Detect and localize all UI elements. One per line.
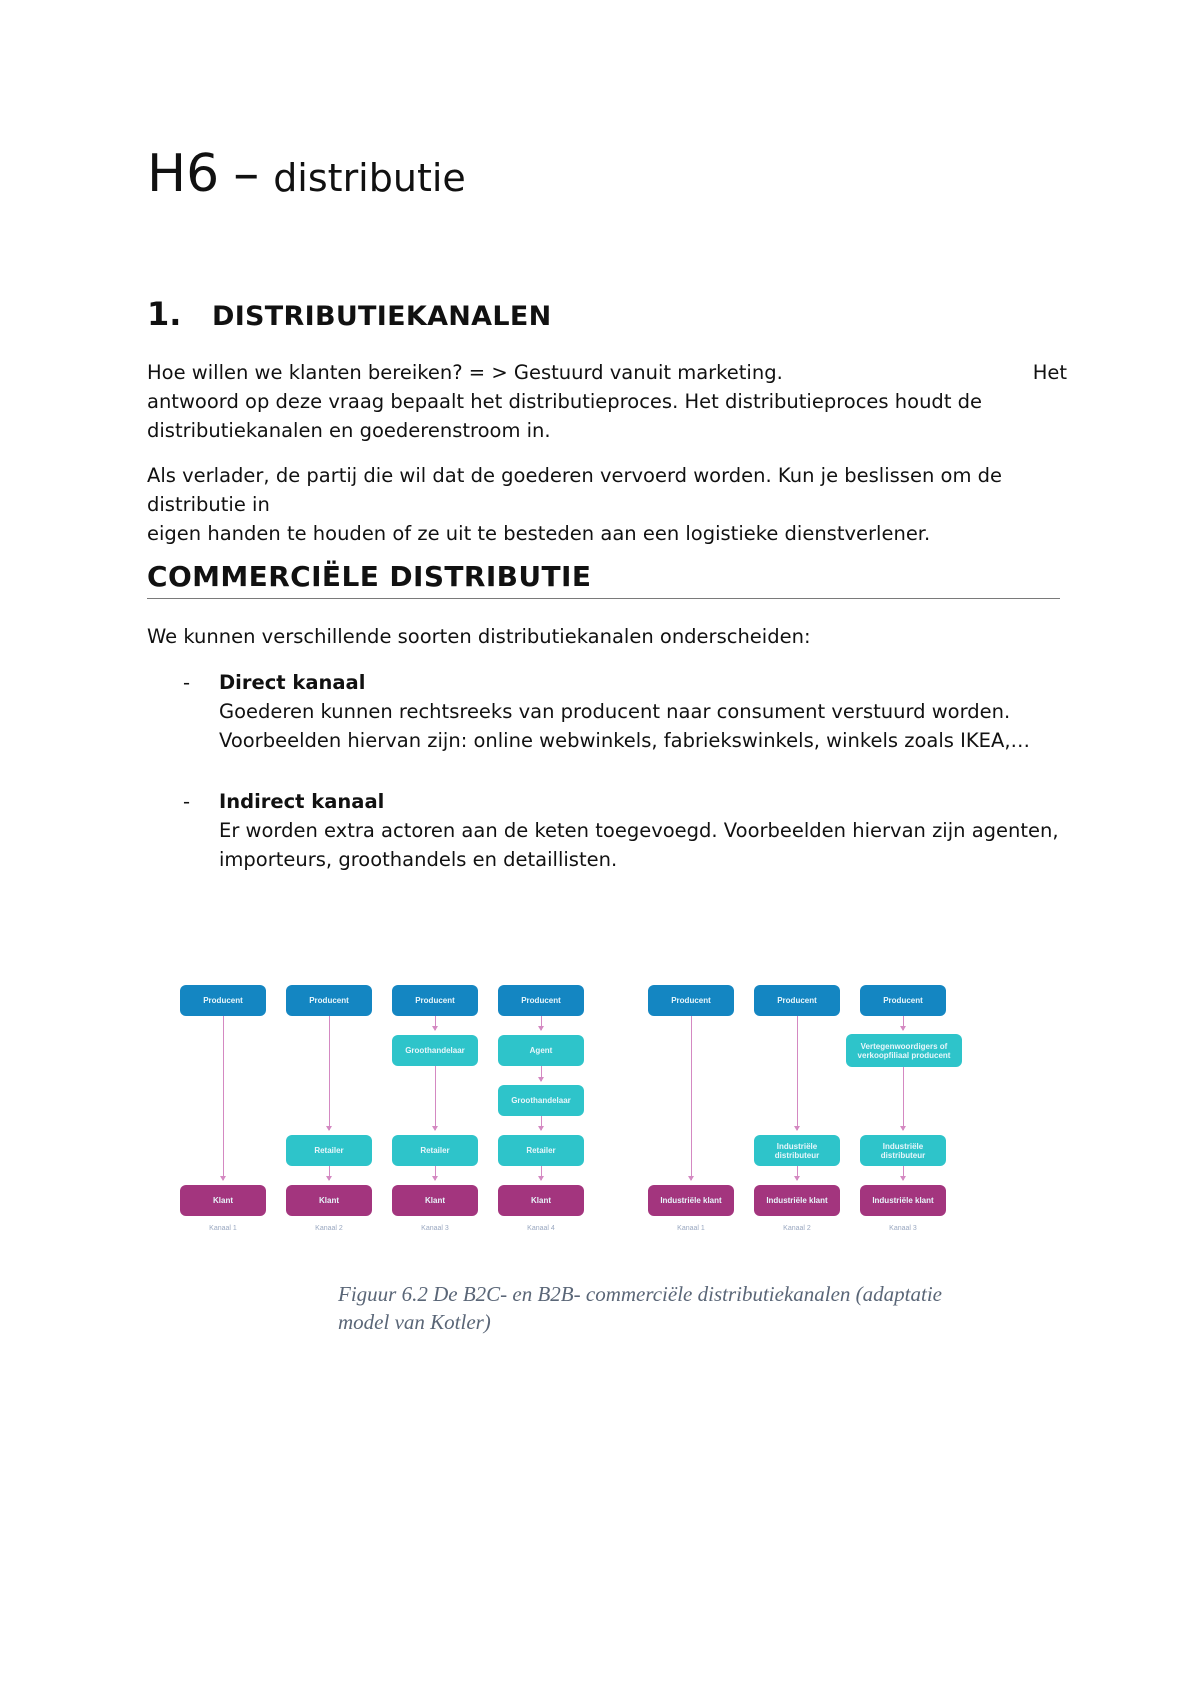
node-industriele-klant: Industriële klant [754,1185,840,1216]
section-title: DISTRIBUTIEKANALEN [212,301,552,332]
node-retailer: Retailer [286,1135,372,1166]
node-retailer: Retailer [392,1135,478,1166]
bullet-line: Voorbeelden hiervan zijn: online webwinkels, fabriekswinkels, winkels zoals IKEA,… [219,729,1031,752]
title-chapter: H6 [147,144,220,204]
connector-arrow [435,1166,436,1180]
connector-arrow [329,1166,330,1180]
verlader-line-2: eigen handen te houden of ze uit te besteden aan een logistieke dienstverlener. [147,522,931,545]
node-retailer: Retailer [498,1135,584,1166]
bullet-dash: - [183,790,191,813]
node-industriele-distributeur: Industriële distributeur [754,1135,840,1166]
intro-line-1-end: Het [1032,361,1067,384]
bullet-line: importeurs, groothandels en detaillisten. [219,848,618,871]
channel-label: Kanaal 1 [677,1225,705,1232]
bullet-line: Er worden extra actoren aan de keten toegevoegd. Voorbeelden hiervan zijn agenten, [219,819,1059,842]
node-industriele-klant: Industriële klant [860,1185,946,1216]
connector-arrow [223,1016,224,1180]
connector-arrow [541,1116,542,1130]
node-producent: Producent [286,985,372,1016]
title-separator: – [233,144,260,204]
intro-line-1: Hoe willen we klanten bereiken? = > Gestuurd vanuit marketing. [147,361,783,384]
node-producent: Producent [180,985,266,1016]
node-producent: Producent [860,985,946,1016]
channel-label: Kanaal 1 [209,1225,237,1232]
node-klant: Klant [180,1185,266,1216]
connector-arrow [797,1016,798,1130]
section-heading-commerciele-distributie [147,560,1060,599]
connector-arrow [541,1016,542,1030]
node-klant: Klant [392,1185,478,1216]
distribution-channels-diagram [170,975,990,1245]
node-agent: Agent [498,1035,584,1066]
node-groothandelaar: Groothandelaar [392,1035,478,1066]
connector-arrow [691,1016,692,1180]
caption-line-2: model van Kotler) [338,1310,491,1334]
connector-arrow [903,1166,904,1180]
node-industriele-distributeur: Industriële distributeur [860,1135,946,1166]
bullet-dash: - [183,671,191,694]
node-klant: Klant [498,1185,584,1216]
page-title [147,144,466,204]
channel-label: Kanaal 2 [783,1225,811,1232]
channel-label: Kanaal 3 [421,1225,449,1232]
connector-arrow [541,1066,542,1081]
channel-label: Kanaal 4 [527,1225,555,1232]
node-groothandelaar: Groothandelaar [498,1085,584,1116]
connector-arrow [797,1166,798,1180]
connector-arrow [903,1067,904,1130]
node-producent: Producent [648,985,734,1016]
title-text: distributie [273,156,466,200]
bullet-line: Goederen kunnen rechtsreeks van producent naar consument verstuurd worden. [219,700,1011,723]
bullet-title: Indirect kanaal [219,790,385,813]
connector-arrow [903,1016,904,1030]
intro-line-2: antwoord op deze vraag bepaalt het distributieproces. Het distributieproces houdt de [147,390,983,413]
node-vertegenwoordiger: Vertegenwoordigers of verkoopfiliaal producent [846,1034,962,1067]
node-producent: Producent [754,985,840,1016]
node-klant: Klant [286,1185,372,1216]
connector-arrow [435,1066,436,1130]
node-producent: Producent [498,985,584,1016]
verlader-line-1: Als verlader, de partij die wil dat de goederen vervoerd worden. Kun je beslissen om de distributie in [147,464,1003,516]
connector-arrow [329,1016,330,1130]
kanalen-intro-paragraph: We kunnen verschillende soorten distributiekanalen onderscheiden: [147,625,811,648]
intro-paragraph [147,358,1067,445]
section-number: 1. [147,295,182,333]
channel-label: Kanaal 2 [315,1225,343,1232]
connector-arrow [541,1166,542,1180]
channel-label: Kanaal 3 [889,1225,917,1232]
bullet-title: Direct kanaal [219,671,366,694]
verlader-paragraph [147,461,1067,548]
intro-line-3: distributiekanalen en goederenstroom in. [147,419,551,442]
node-producent: Producent [392,985,478,1016]
connector-arrow [435,1016,436,1030]
caption-line-1: Figuur 6.2 De B2C- en B2B- commerciële distributiekanalen (adaptatie [338,1282,942,1306]
figure-caption [338,1280,978,1336]
section-title: COMMERCIËLE DISTRIBUTIE [147,560,592,593]
node-industriele-klant: Industriële klant [648,1185,734,1216]
section-heading-distributiekanalen [147,295,552,333]
